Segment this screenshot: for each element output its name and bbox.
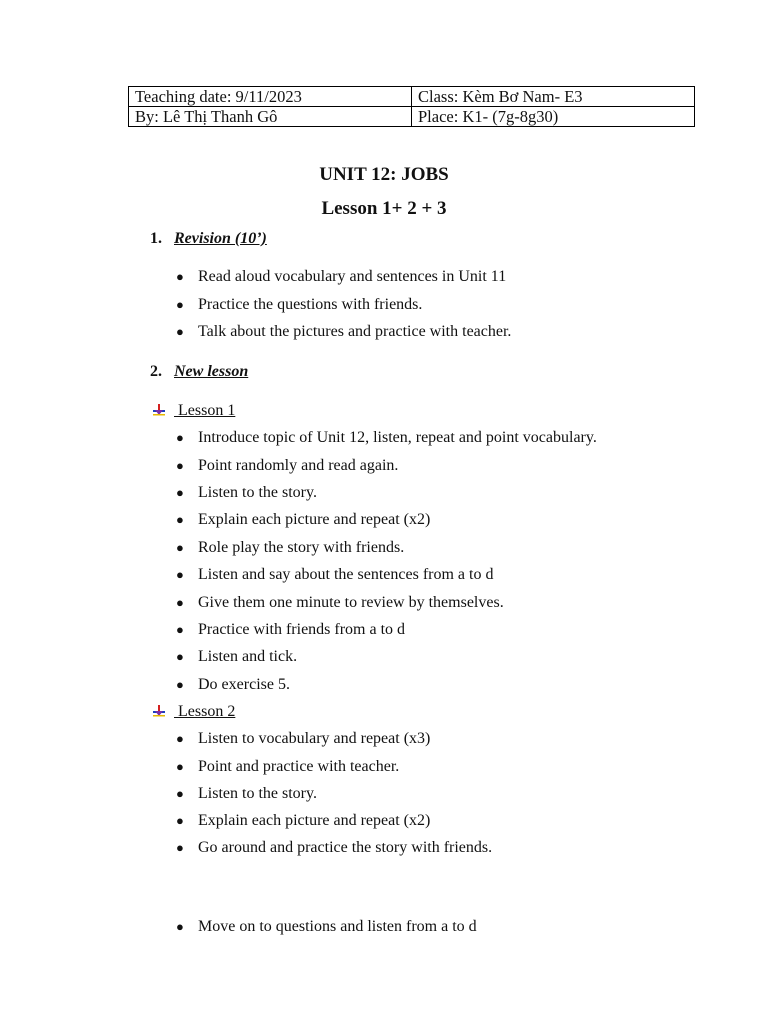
list-item [176,757,399,777]
bullet-icon: ● [176,269,184,284]
lesson-label: Lesson 1 [174,402,236,419]
list-item [176,428,597,448]
bullet-icon: ● [176,430,184,445]
section-number: 2. [150,363,162,380]
bullet-icon: ● [176,731,184,746]
section-new-lesson-heading [150,362,248,382]
bullet-icon: ● [176,759,184,774]
section-revision-heading [150,229,267,249]
lesson-label: Lesson 2 [174,703,236,720]
bullet-icon: ● [176,622,184,637]
list-item [176,510,430,530]
list-item-text: Read aloud vocabulary and sentences in Unit 11 [198,268,507,285]
list-item [176,538,404,558]
list-item-text: Role play the story with friends. [198,539,405,556]
bullet-icon: ● [176,649,184,664]
list-item-text: Go around and practice the story with friends. [198,839,493,856]
bullet-icon: ● [176,567,184,582]
bullet-icon: ● [176,297,184,312]
section-label: Revision (10’) [174,230,267,247]
header-table [128,86,695,127]
list-item [176,456,398,476]
teaching-date-cell: Teaching date: 9/11/2023 [129,87,412,107]
list-item-text: Move on to questions and listen from a to d [198,918,477,935]
teacher-cell: By: Lê Thị Thanh Gô [129,107,412,127]
list-item-text: Explain each picture and repeat (x2) [198,511,431,528]
section-label: New lesson [174,363,249,380]
four-color-arrow-bullet-icon [152,404,166,416]
list-item-text: Listen to the story. [198,785,317,802]
bullet-icon: ● [176,458,184,473]
bullet-icon: ● [176,813,184,828]
list-item [176,295,422,315]
list-item-text: Practice with friends from a to d [198,621,406,638]
list-item [176,675,290,695]
unit-title: UNIT 12: JOBS [319,164,449,185]
list-item-text: Listen to the story. [198,484,317,501]
list-item [176,811,430,831]
list-item-text: Listen and tick. [198,648,298,665]
lesson-2-heading [152,702,235,722]
section-number: 1. [150,230,162,247]
bullet-icon: ● [176,512,184,527]
bullet-icon: ● [176,840,184,855]
class-cell: Class: Kèm Bơ Nam- E3 [412,87,695,107]
list-item [176,565,493,585]
list-item [176,729,430,749]
list-item-text: Explain each picture and repeat (x2) [198,812,431,829]
list-item-text: Point and practice with teacher. [198,758,400,775]
list-item-text: Do exercise 5. [198,676,290,693]
list-item [176,267,506,287]
lesson-1-heading [152,401,235,421]
header-row-2 [129,107,695,127]
list-item [176,620,405,640]
list-item [176,483,317,503]
list-item-text: Talk about the pictures and practice with teacher. [198,323,512,340]
list-item [176,322,511,342]
lesson-title: Lesson 1+ 2 + 3 [321,198,447,219]
header-row-1 [129,87,695,107]
list-item [176,647,297,667]
list-item-text: Give them one minute to review by themselves. [198,594,504,611]
list-item-text: Introduce topic of Unit 12, listen, repeat and point vocabulary. [198,429,597,446]
bullet-icon: ● [176,595,184,610]
place-cell: Place: K1- (7g-8g30) [412,107,695,127]
bullet-icon: ● [176,324,184,339]
bullet-icon: ● [176,786,184,801]
list-item-text: Listen and say about the sentences from a to d [198,566,494,583]
bullet-icon: ● [176,485,184,500]
list-item-text: Point randomly and read again. [198,457,399,474]
list-item-text: Listen to vocabulary and repeat (x3) [198,730,431,747]
list-item-text: Practice the questions with friends. [198,296,423,313]
bullet-icon: ● [176,677,184,692]
list-item [176,784,317,804]
four-color-arrow-bullet-icon [152,705,166,717]
list-item [176,917,477,937]
list-item [176,838,492,858]
bullet-icon: ● [176,919,184,934]
bullet-icon: ● [176,540,184,555]
list-item [176,593,504,613]
